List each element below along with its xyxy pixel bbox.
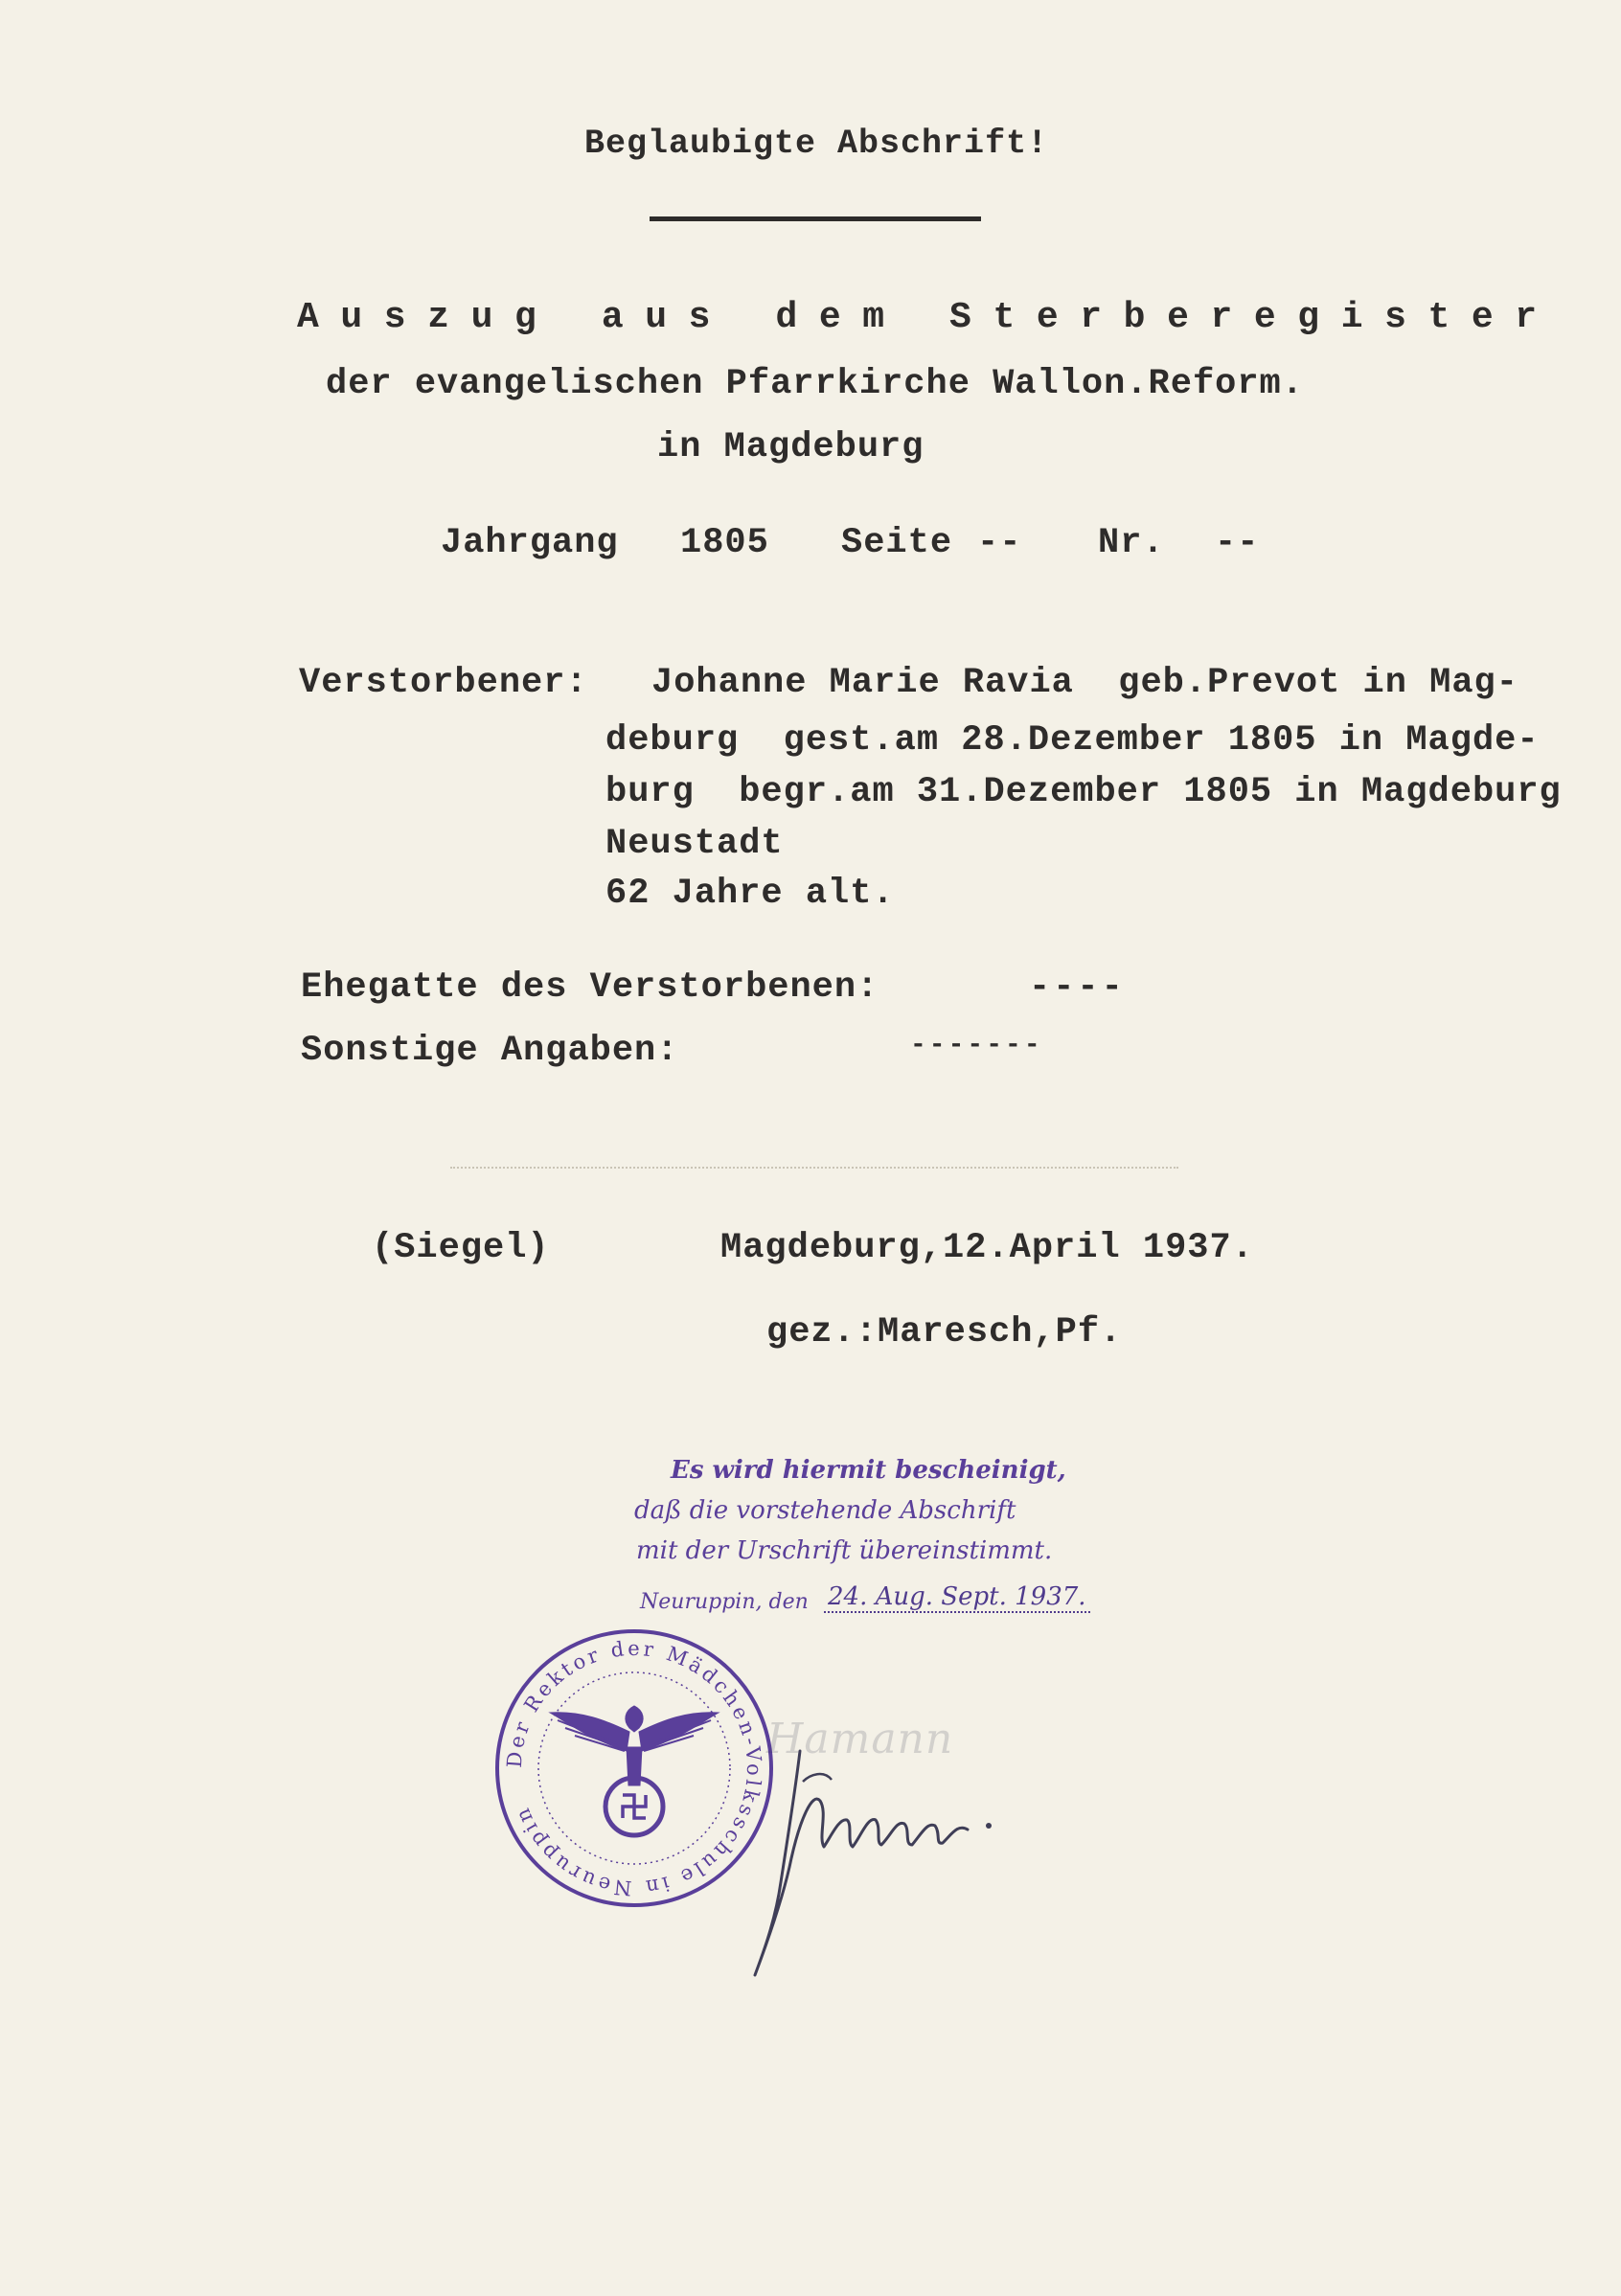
location-line: in Magdeburg xyxy=(657,427,925,467)
title-underline xyxy=(650,216,981,221)
document-title: Beglaubigte Abschrift! xyxy=(584,125,1049,163)
deceased-line-1: Johanne Marie Ravia geb.Prevot in Mag- xyxy=(651,663,1518,703)
seite-label: Seite xyxy=(841,523,953,563)
certification-line-3: mit der Urschrift übereinstimmt. xyxy=(636,1536,1053,1565)
signature-name: Hamann xyxy=(766,1715,954,1763)
nr-value: -- xyxy=(1215,523,1260,563)
seal-note: (Siegel) xyxy=(372,1228,550,1268)
certification-line-1: Es wird hiermit bescheinigt, xyxy=(671,1456,1066,1485)
seal-inscription: Der Rektor der Mädchen-Volksschule in Neuruppin xyxy=(502,1636,766,1900)
jahrgang-label: Jahrgang xyxy=(441,523,619,563)
deceased-label: Verstorbener: xyxy=(299,663,588,703)
faint-divider xyxy=(450,1167,1178,1169)
certification-line-2: daß die vorstehende Abschrift xyxy=(634,1496,1016,1525)
certification-date: 24. Aug. Sept. 1937. xyxy=(824,1582,1090,1613)
other-info-label: Sonstige Angaben: xyxy=(301,1031,679,1071)
register-heading: Auszug aus dem Sterberegister xyxy=(297,297,1559,338)
eagle-emblem-icon xyxy=(550,1706,719,1835)
deceased-line-5: 62 Jahre alt. xyxy=(605,874,895,914)
seite-value: -- xyxy=(977,523,1022,563)
spouse-label: Ehegatte des Verstorbenen: xyxy=(301,967,879,1008)
church-line: der evangelischen Pfarrkirche Wallon.Reform. xyxy=(326,364,1304,404)
spouse-value: ---- xyxy=(1029,967,1126,1008)
signed-by: gez.:Maresch,Pf. xyxy=(766,1312,1123,1353)
deceased-line-4: Neustadt xyxy=(605,824,784,864)
certification-place: Neuruppin, den xyxy=(640,1590,809,1614)
deceased-line-2: deburg gest.am 28.Dezember 1805 in Magde- xyxy=(605,720,1540,761)
jahrgang-value: 1805 xyxy=(680,523,769,563)
other-info-value: ------- xyxy=(910,1031,1043,1060)
place-date: Magdeburg,12.April 1937. xyxy=(720,1228,1254,1268)
nr-label: Nr. xyxy=(1098,523,1165,563)
deceased-line-3: burg begr.am 31.Dezember 1805 in Magdeburg xyxy=(605,772,1562,812)
